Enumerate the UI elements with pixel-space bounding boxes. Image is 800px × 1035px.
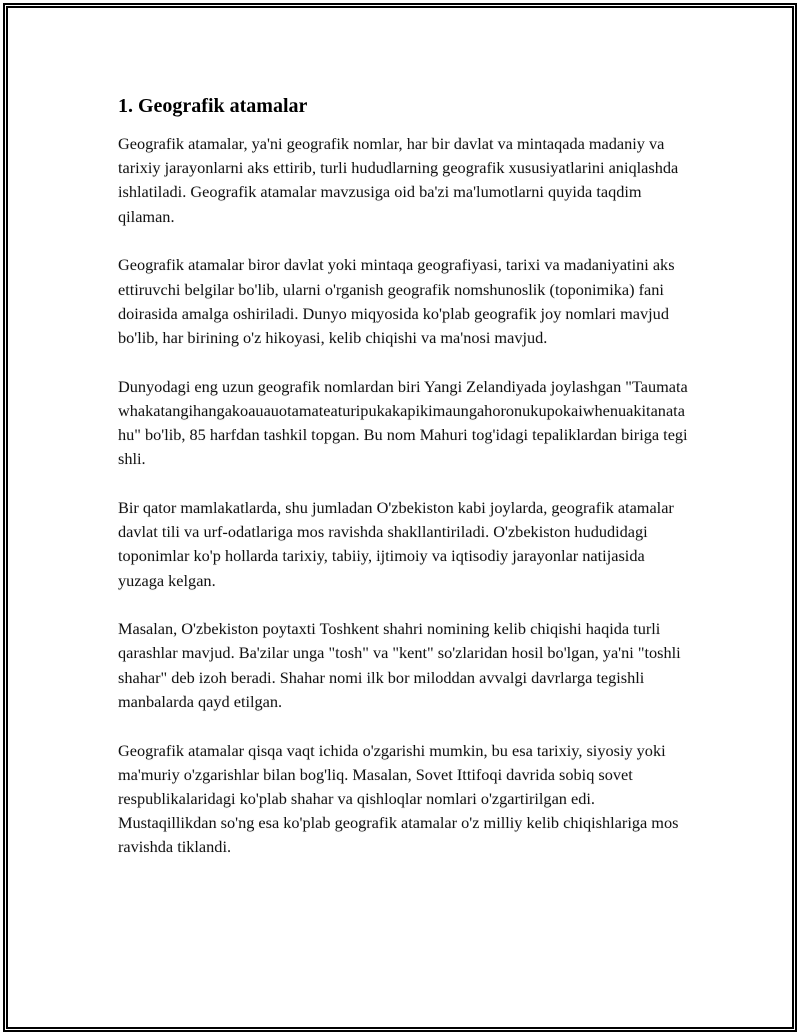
paragraph-tashkent: Masalan, O'zbekiston poytaxti Toshkent shahri nomining kelib chiqishi haqida turli qarashlar mavjud. Ba'zilar unga "tosh" va "kent" so'zlaridan hosil bo'lgan, ya'ni "toshli shahar" deb izoh beradi. Shahar nomi ilk bor miloddan avvalgi davrlarga tegishli manbalarda qayd etilgan. [118,619,681,711]
paragraph-intro: Geografik atamalar, ya'ni geografik nomlar, har bir davlat va mintaqada madaniy va tarixiy jarayonlarni aks ettirib, turli hududlarning geografik xususiyatlarini aniqlashda ishlatiladi. Geografik atamalar mavzusiga oid ba'zi ma'lumotlarni quyida taqdim qilaman. [118,134,679,226]
section-heading: 1. Geografik atamalar [118,95,308,117]
paragraph-longest-name: Dunyodagi eng uzun geografik nomlardan biri Yangi Zelandiyada joylashgan "Taumatawhakatangihangakoauauotamateaturipukakapikimaungahoronukupokaiwhenuakitanatahu" bo'lib, 85 harfdan tashkil topgan. Bu nom Mahuri tog'idagi tepaliklardan biriga tegishli. [118,376,688,469]
paragraph-toponymy: Geografik atamalar biror davlat yoki mintaqa geografiyasi, tarixi va madaniyatini aks ettiruvchi belgilar bo'lib, ularni o'rganish geografik nomshunoslik (toponimika) fani doirasida amalga oshiriladi. Dunyo miqyosida ko'plab geografik joy nomlari mavjud bo'lib, har birining o'z hikoyasi, kelib chiqishi va ma'nosi mavjud. [118,255,675,347]
paragraph-name-changes: Geografik atamalar qisqa vaqt ichida o'zgarishi mumkin, bu esa tarixiy, siyosiy yoki ma'muriy o'zgarishlar bilan bog'liq. Masalan, Sovet Ittifoqi davrida sobiq sovet respublikalaridagi ko'plab shahar va qishloqlar nomlari o'zgartirilgan edi. Mustaqillikdan so'ng esa ko'plab geografik atamalar o'z milliy kelib chiqishlariga mos ravishda tiklandi. [118,740,679,857]
paragraph-uzbekistan: Bir qator mamlakatlarda, shu jumladan O'zbekiston kabi joylarda, geografik atamalar davlat tili va urf-odatlariga mos ravishda shakllantiriladi. O'zbekiston hududidagi toponimlar ko'p hollarda tarixiy, tabiiy, ijtimoiy va iqtisodiy jarayonlar natijasida yuzaga kelgan. [118,497,674,590]
document-body [118,92,688,884]
